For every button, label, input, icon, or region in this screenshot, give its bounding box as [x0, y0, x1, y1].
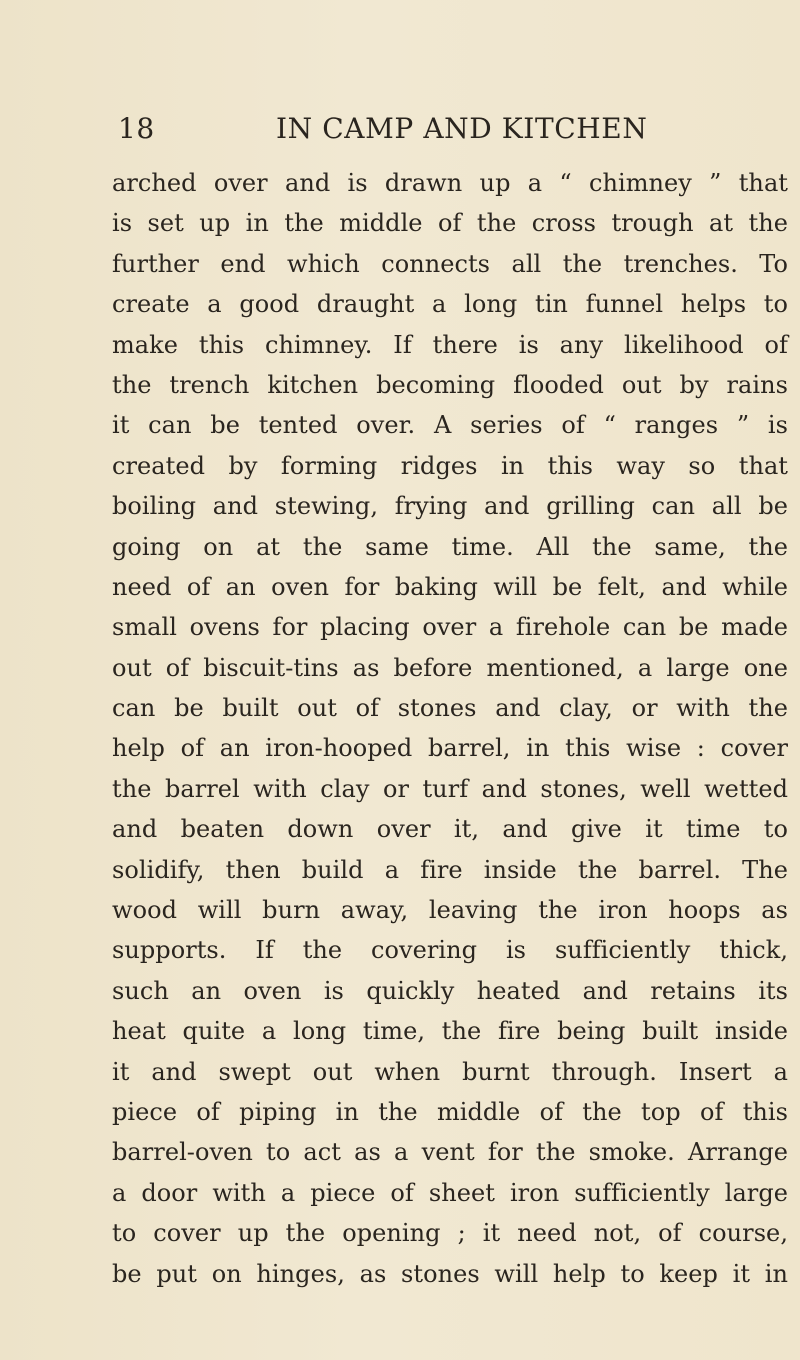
text-line: help of an iron-hooped barrel, in this wise : cover: [112, 734, 788, 763]
text-line: boiling and stewing, frying and grilling can all be: [112, 492, 788, 521]
text-line: to cover up the opening ; it need not, of course,: [112, 1219, 788, 1248]
page-number: 18: [118, 112, 155, 145]
text-line: can be built out of stones and clay, or with the: [112, 694, 788, 723]
text-line: a door with a piece of sheet iron sufficiently large: [112, 1178, 788, 1207]
text-line: going on at the same time. All the same, the: [112, 532, 788, 561]
page-header: [118, 112, 688, 148]
text-line: is set up in the middle of the cross trough at the: [112, 209, 788, 238]
text-line: created by forming ridges in this way so that: [112, 451, 788, 480]
text-line: out of biscuit-tins as before mentioned, a large one: [112, 653, 788, 682]
body-text: [112, 163, 788, 1294]
text-line: barrel-oven to act as a vent for the smoke. Arrange: [112, 1138, 788, 1167]
text-line: and beaten down over it, and give it time to: [112, 815, 788, 844]
text-line: piece of piping in the middle of the top of this: [112, 1097, 788, 1126]
text-line: the trench kitchen becoming flooded out by rains: [112, 370, 788, 399]
text-line: the barrel with clay or turf and stones, well wetted: [112, 774, 788, 803]
text-line: it and swept out when burnt through. Insert a: [112, 1057, 788, 1086]
text-line: make this chimney. If there is any likelihood of: [112, 330, 788, 359]
text-line: further end which connects all the trenches. To: [112, 249, 788, 278]
text-line: create a good draught a long tin funnel helps to: [112, 290, 788, 319]
text-line: need of an oven for baking will be felt, and while: [112, 572, 788, 601]
text-line: it can be tented over. A series of “ ranges ” is: [112, 411, 788, 440]
text-line: heat quite a long time, the fire being built inside: [112, 1017, 788, 1046]
text-line: wood will burn away, leaving the iron hoops as: [112, 896, 788, 925]
text-line: arched over and is drawn up a “ chimney ” that: [112, 169, 788, 197]
text-line: solidify, then build a fire inside the barrel. The: [112, 855, 788, 884]
text-line: be put on hinges, as stones will help to keep it in: [112, 1259, 788, 1288]
running-title: IN CAMP AND KITCHEN: [276, 112, 648, 145]
text-line: such an oven is quickly heated and retains its: [112, 976, 788, 1005]
text-line: supports. If the covering is sufficiently thick,: [112, 936, 788, 965]
text-line: small ovens for placing over a firehole can be made: [112, 613, 788, 642]
